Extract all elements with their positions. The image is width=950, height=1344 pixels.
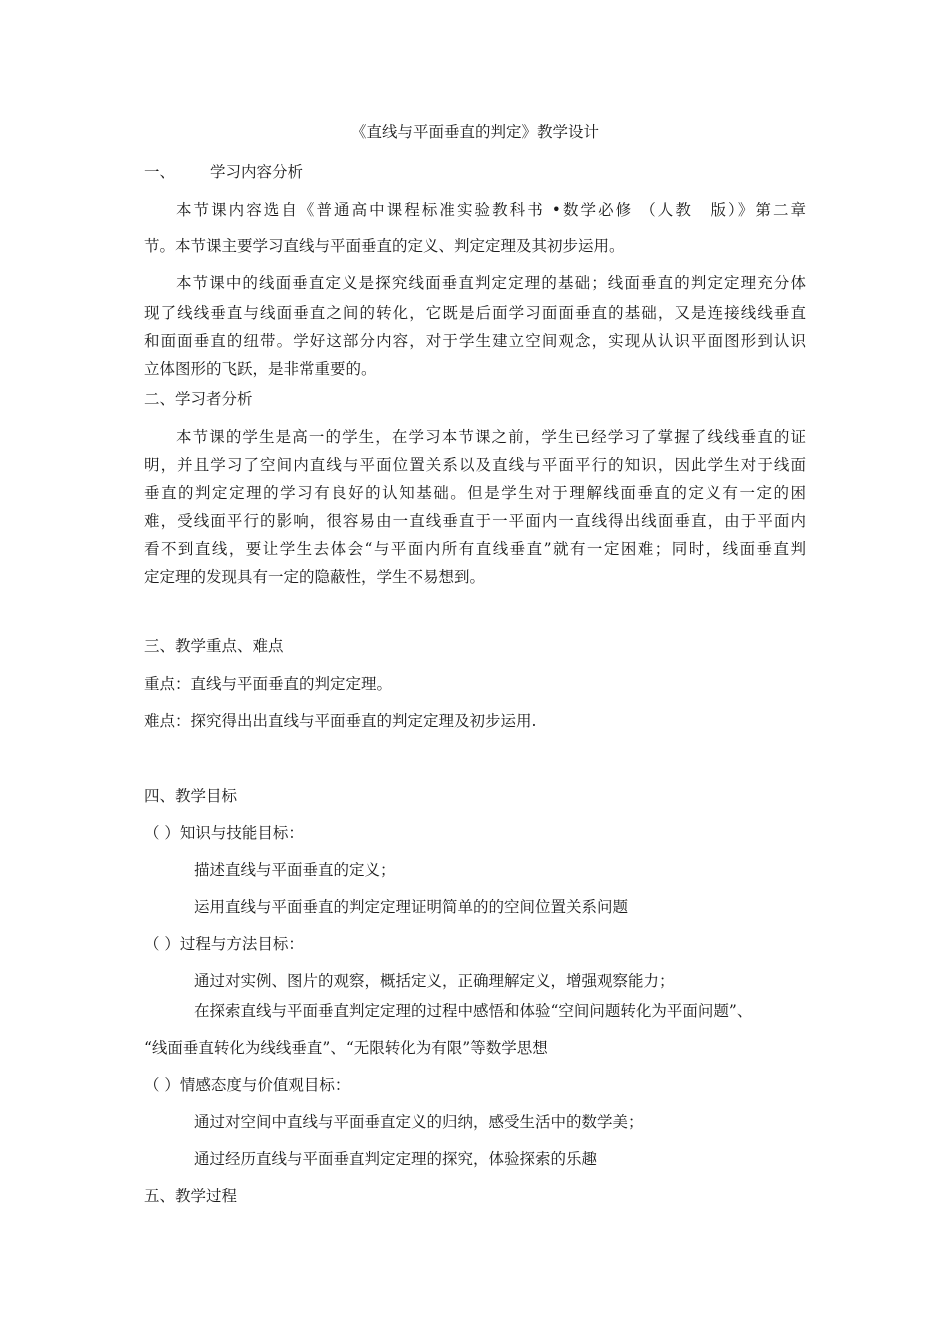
paragraph-line: 和面面垂直的纽带。学好这部分内容，对于学生建立空间观念，实现从认识平面图形到认识 [144, 332, 806, 350]
goal-1-heading: （ ）知识与技能目标： [144, 824, 304, 842]
paragraph-line: 节。本节课主要学习直线与平面垂直的定义、判定定理及其初步运用。 [144, 237, 625, 255]
goal-item-continuation: “线面垂直转化为线线垂直”、“无限转化为有限”等数学思想 [144, 1039, 548, 1057]
goal-item: 描述直线与平面垂直的定义； [194, 861, 396, 879]
goal-2-heading: （ ）过程与方法目标： [144, 935, 304, 953]
section-1-number: 一、 [144, 163, 176, 181]
paragraph-line: 明，并且学习了空间内直线与平面位置关系以及直线与平面平行的知识，因此学生对于线面 [144, 456, 806, 474]
section-5-title: 五、教学过程 [144, 1187, 238, 1205]
section-2-title: 二、学习者分析 [144, 390, 253, 408]
goal-3-heading: （ ）情感态度与价值观目标： [144, 1076, 351, 1094]
paragraph-line: 难，受线面平行的影响，很容易由一直线垂直于一平面内一直线得出线面垂直，由于平面内 [144, 512, 806, 530]
section-1-title: 学习内容分析 [210, 163, 304, 181]
paragraph-line: 定定理的发现具有一定的隐蔽性，学生不易想到。 [144, 568, 486, 586]
key-point: 重点：直线与平面垂直的判定定理。 [144, 675, 393, 693]
goal-item: 通过经历直线与平面垂直判定定理的探究，体验探索的乐趣 [194, 1150, 598, 1168]
document-title: 《直线与平面垂直的判定》教学设计 [350, 123, 599, 141]
paragraph-line: 看不到直线，要让学生去体会“与平面内所有直线垂直”就有一定困难；同时，线面垂直判 [144, 540, 806, 558]
paragraph-line: 垂直的判定定理的学习有良好的认知基础。但是学生对于理解线面垂直的定义有一定的困 [144, 484, 806, 502]
section-3-title: 三、教学重点、难点 [144, 637, 284, 655]
goal-item: 通过对实例、图片的观察，概括定义，正确理解定义，增强观察能力； [194, 972, 675, 990]
goal-item: 在探索直线与平面垂直判定定理的过程中感悟和体验“空间问题转化为平面问题”、 [194, 1002, 753, 1020]
goal-item: 运用直线与平面垂直的判定定理证明简单的的空间位置关系问题 [194, 898, 629, 916]
paragraph-line: 本节课内容选自《普通高中课程标准实验教科书 •数学必修 （人教 版）》第二章 [176, 201, 806, 219]
section-4-title: 四、教学目标 [144, 787, 238, 805]
paragraph-line: 立体图形的飞跃，是非常重要的。 [144, 360, 377, 378]
paragraph-line: 本节课的学生是高一的学生，在学习本节课之前，学生已经学习了掌握了线线垂直的证 [176, 428, 806, 446]
goal-item: 通过对空间中直线与平面垂直定义的归纳，感受生活中的数学美； [194, 1113, 644, 1131]
paragraph-line: 本节课中的线面垂直定义是探究线面垂直判定定理的基础；线面垂直的判定定理充分体 [176, 274, 806, 292]
difficult-point: 难点：探究得出出直线与平面垂直的判定定理及初步运用. [144, 712, 537, 730]
paragraph-line: 现了线线垂直与线面垂直之间的转化，它既是后面学习面面垂直的基础，又是连接线线垂直 [144, 304, 806, 322]
